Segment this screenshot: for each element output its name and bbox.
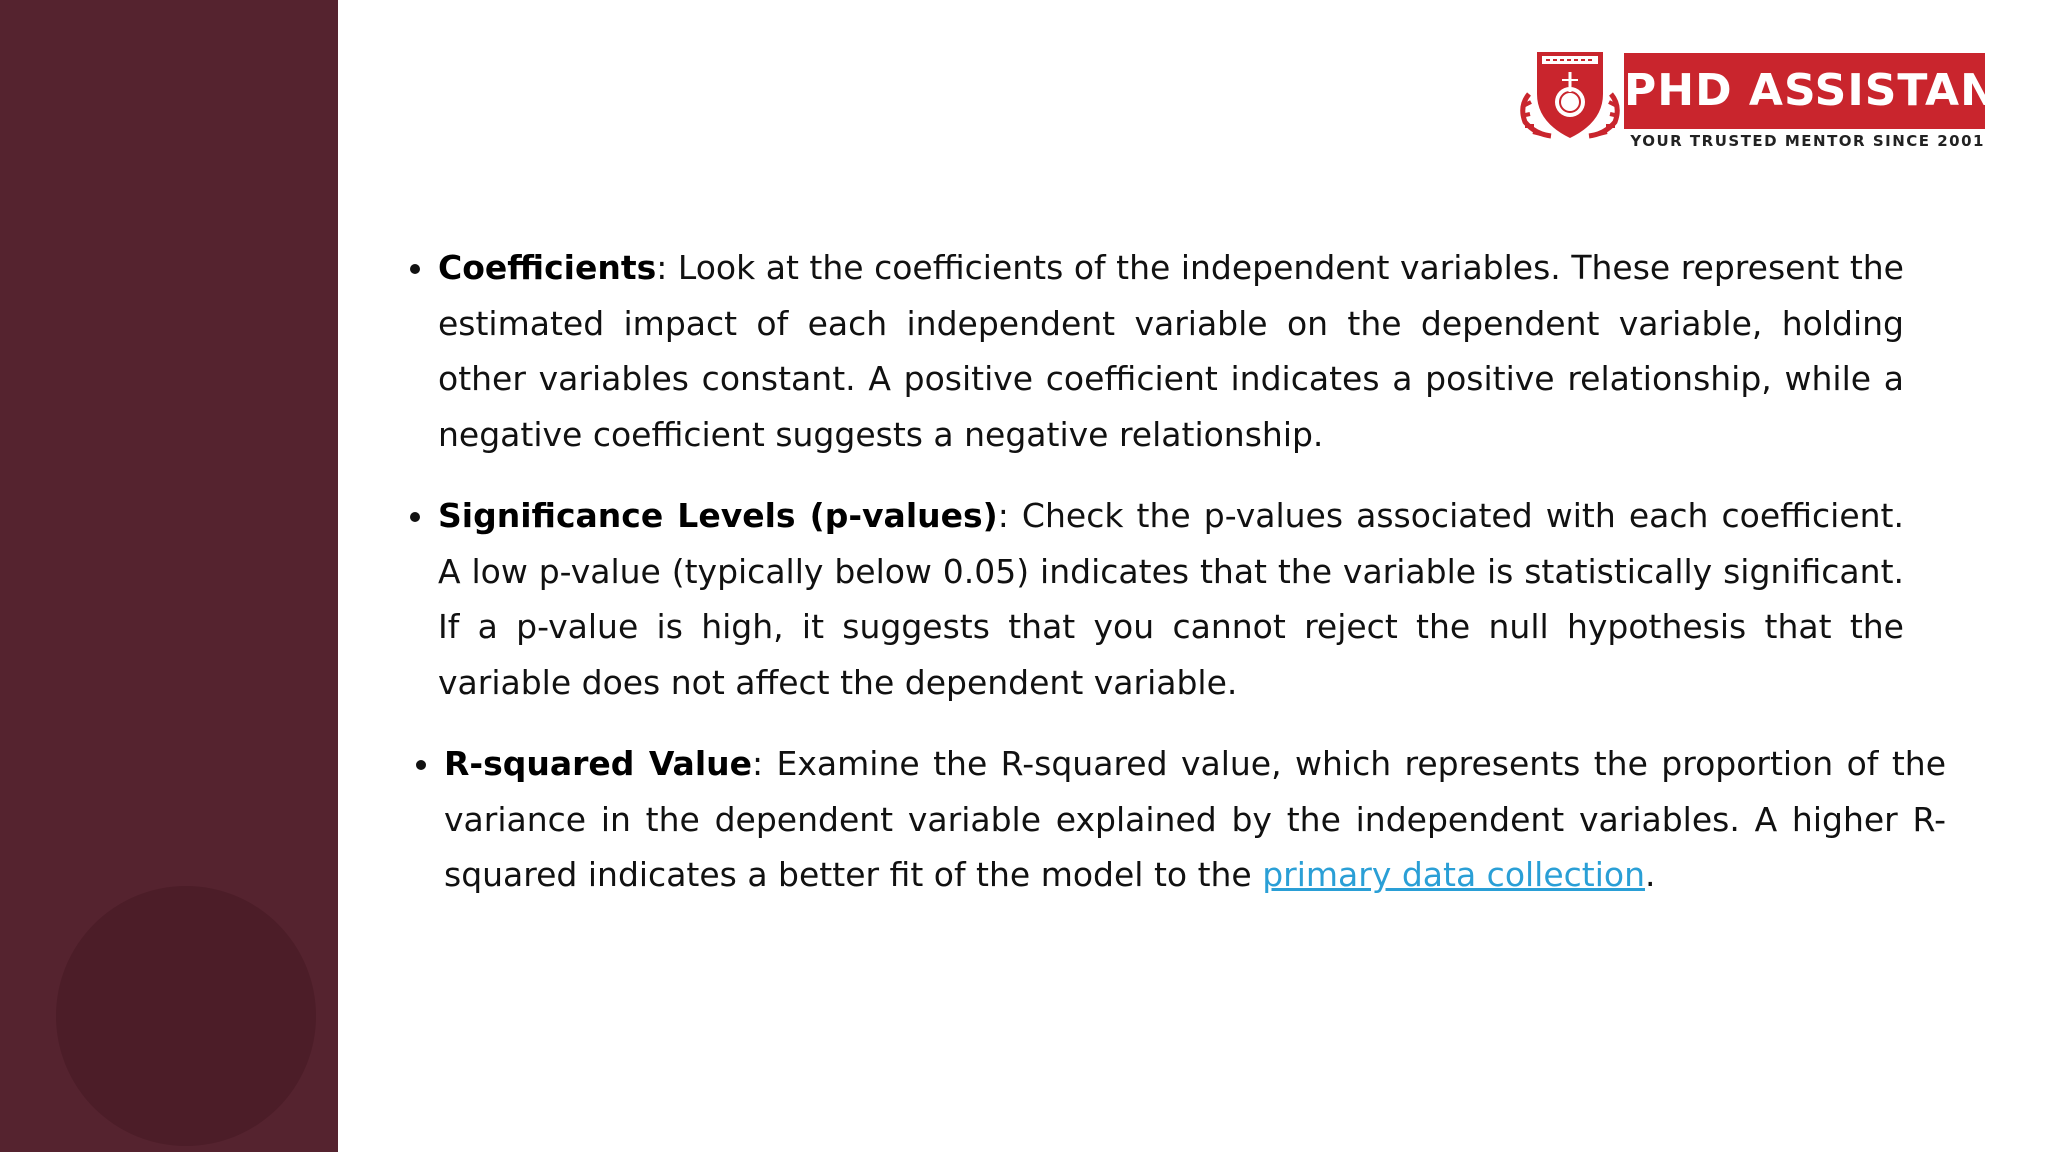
- decorative-circle: [56, 886, 316, 1146]
- bullet-term: Significance Levels (p-values): [438, 496, 998, 535]
- bullet-text-end: .: [1645, 855, 1656, 894]
- bullet-text: : Examine the R-squared value, which represents the proportion of the variance in the dependent variable explained by the independent variables. A higher R-squared indicates a better fit of the model to the: [444, 744, 1946, 894]
- bullet-list: [402, 240, 1946, 903]
- bullet-item-r-squared: [408, 736, 1946, 903]
- primary-data-collection-link[interactable]: primary data collection: [1262, 855, 1646, 894]
- bullet-item-significance-levels: [402, 488, 1904, 710]
- bullet-term: R-squared Value: [444, 744, 753, 783]
- logo-title: PHD ASSISTANCE: [1624, 53, 1985, 129]
- logo-tagline: YOUR TRUSTED MENTOR SINCE 2001: [1630, 132, 1985, 150]
- bullet-term: Coefficients: [438, 248, 657, 287]
- shield-crest-icon: [1515, 50, 1625, 140]
- bullet-text: : Check the p-values associated with each coefficient. A low p-value (typically below 0.05) indicates that the variable is statistically significant. If a p-value is high, it suggests that you cannot reject the null hypothesis that the variable does not affect the dependent variable.: [438, 496, 1904, 702]
- bullet-text: : Look at the coefficients of the independent variables. These represent the estimated impact of each independent variable on the dependent variable, holding other variables constant. A positive coefficient indicates a positive relationship, while a negative coefficient suggests a negative relationship.: [438, 248, 1904, 454]
- bullet-item-coefficients: [402, 240, 1904, 462]
- sidebar-panel: [0, 0, 338, 1152]
- main-content: [402, 240, 1946, 929]
- phd-assistance-logo: [1515, 50, 2062, 160]
